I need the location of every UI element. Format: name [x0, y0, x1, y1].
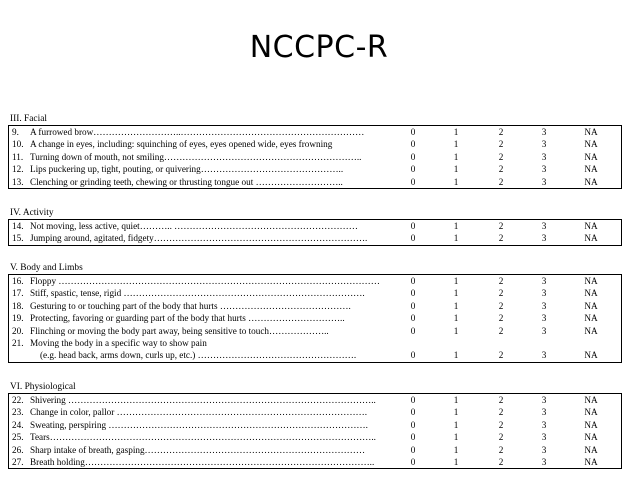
score-0: 0	[410, 176, 416, 187]
item-number: 14.	[12, 221, 24, 231]
score-0: 0	[410, 276, 416, 286]
score-na: NA	[584, 407, 598, 418]
score-1: 1	[453, 233, 459, 244]
item-number: 18.	[12, 300, 24, 311]
score-na: NA	[584, 419, 598, 430]
item-row	[9, 419, 621, 431]
item-number: 24.	[12, 419, 24, 430]
item-text: Turning down of mouth, not smiling………………………………………………………..	[30, 151, 362, 162]
score-na: NA	[584, 176, 598, 187]
item-row	[9, 151, 621, 163]
score-1: 1	[453, 164, 459, 175]
score-1: 1	[453, 313, 459, 324]
score-0: 0	[410, 313, 416, 324]
item-number: 12.	[12, 164, 24, 175]
score-1: 1	[453, 151, 459, 162]
score-3: 3	[541, 419, 547, 430]
item-text: A change in eyes, including: squinching of eyes, eyes opened wide, eyes frowning	[30, 139, 333, 150]
score-3: 3	[541, 164, 547, 175]
item-number: 27.	[12, 456, 24, 467]
item-row	[9, 337, 621, 362]
score-3: 3	[541, 350, 547, 361]
item-row	[9, 232, 621, 244]
item-row	[9, 275, 621, 287]
score-na: NA	[584, 164, 598, 175]
item-number: 15.	[12, 233, 24, 244]
item-number: 21.	[12, 337, 24, 348]
score-0: 0	[410, 456, 416, 467]
score-1: 1	[453, 419, 459, 430]
item-text: Shivering ………………………………………………………………………………………..	[30, 395, 376, 405]
score-na: NA	[584, 233, 598, 244]
section-physiological	[8, 381, 622, 469]
score-3: 3	[541, 233, 547, 244]
score-2: 2	[498, 419, 504, 430]
item-number: 9.	[12, 127, 19, 137]
score-na: NA	[584, 127, 598, 137]
score-na: NA	[584, 221, 598, 231]
score-3: 3	[541, 407, 547, 418]
score-3: 3	[541, 300, 547, 311]
item-number: 17.	[12, 288, 24, 299]
score-3: 3	[541, 313, 547, 324]
score-1: 1	[453, 444, 459, 455]
score-na: NA	[584, 300, 598, 311]
score-na: NA	[584, 444, 598, 455]
score-na: NA	[584, 288, 598, 299]
score-2: 2	[498, 444, 504, 455]
item-number: 23.	[12, 407, 24, 418]
item-text: Protecting, favoring or guarding part of the body that hurts …………………………..	[30, 313, 345, 324]
score-2: 2	[498, 432, 504, 443]
score-0: 0	[410, 233, 416, 244]
score-0: 0	[410, 432, 416, 443]
item-row	[9, 325, 621, 337]
section-heading: IV. Activity	[10, 208, 54, 218]
score-3: 3	[541, 127, 547, 137]
item-number: 11.	[12, 151, 24, 162]
score-2: 2	[498, 288, 504, 299]
score-1: 1	[453, 300, 459, 311]
item-number: 25.	[12, 432, 24, 443]
item-number: 13.	[12, 176, 24, 187]
score-0: 0	[410, 164, 416, 175]
score-0: 0	[410, 127, 416, 137]
item-text: Breath holding…………………………………………………………………………………..	[30, 456, 375, 467]
item-row	[9, 287, 621, 299]
score-2: 2	[498, 325, 504, 336]
score-2: 2	[498, 395, 504, 405]
score-1: 1	[453, 432, 459, 443]
score-2: 2	[498, 350, 504, 361]
item-text: Sharp intake of breath, gasping………………………………………………………………	[30, 444, 366, 455]
score-na: NA	[584, 276, 598, 286]
score-3: 3	[541, 444, 547, 455]
item-number: 20.	[12, 325, 24, 336]
item-number: 16.	[12, 276, 24, 286]
item-text: Gesturing to or touching part of the body that hurts …………………………………….	[30, 300, 351, 311]
score-2: 2	[498, 407, 504, 418]
score-0: 0	[410, 221, 416, 231]
item-row	[9, 138, 621, 150]
item-text: Floppy ……………………………………………………………………………………………	[30, 276, 380, 286]
item-row	[9, 431, 621, 443]
score-2: 2	[498, 456, 504, 467]
item-row	[9, 176, 621, 188]
score-na: NA	[584, 325, 598, 336]
score-1: 1	[453, 350, 459, 361]
item-number: 10.	[12, 139, 24, 150]
score-3: 3	[541, 456, 547, 467]
score-2: 2	[498, 313, 504, 324]
score-2: 2	[498, 164, 504, 175]
item-number: 22.	[12, 395, 24, 405]
score-na: NA	[584, 139, 598, 150]
item-text: Moving the body in a specific way to show pain	[30, 337, 207, 348]
score-1: 1	[453, 139, 459, 150]
score-2: 2	[498, 139, 504, 150]
item-text: Sweating, perspiring ………………………………………………………………………….	[30, 419, 368, 430]
score-3: 3	[541, 325, 547, 336]
section-facial	[8, 113, 622, 189]
page-title: NCCPC-R	[249, 30, 389, 65]
section-table	[8, 274, 622, 363]
item-row	[9, 163, 621, 175]
score-1: 1	[453, 456, 459, 467]
score-1: 1	[453, 176, 459, 187]
score-0: 0	[410, 151, 416, 162]
item-number: 19.	[12, 313, 24, 324]
section-heading: V. Body and Limbs	[10, 263, 83, 273]
score-3: 3	[541, 221, 547, 231]
item-text: A furrowed brow………………………..……………………………………………………	[30, 127, 365, 137]
score-2: 2	[498, 176, 504, 187]
score-2: 2	[498, 151, 504, 162]
score-na: NA	[584, 350, 598, 361]
item-text: Stiff, spastic, tense, rigid …………………………………………………………………….	[30, 288, 365, 299]
section-table	[8, 219, 622, 246]
score-0: 0	[410, 139, 416, 150]
score-3: 3	[541, 432, 547, 443]
item-row	[9, 406, 621, 418]
score-1: 1	[453, 395, 459, 405]
item-text: Flinching or moving the body part away, being sensitive to touch………………..	[30, 325, 329, 336]
item-text: Clenching or grinding teeth, chewing or thrusting tongue out ………………………..	[30, 176, 343, 187]
item-row	[9, 456, 621, 468]
item-row	[9, 394, 621, 406]
score-2: 2	[498, 276, 504, 286]
item-row	[9, 444, 621, 456]
score-0: 0	[410, 444, 416, 455]
score-na: NA	[584, 313, 598, 324]
section-activity	[8, 207, 622, 246]
score-na: NA	[584, 151, 598, 162]
score-1: 1	[453, 325, 459, 336]
item-text: Lips puckering up, tight, pouting, or quivering………………………………………..	[30, 164, 344, 175]
item-text: Tears……………………………………………………………………………………………..	[30, 432, 376, 443]
score-1: 1	[453, 276, 459, 286]
score-0: 0	[410, 407, 416, 418]
score-0: 0	[410, 395, 416, 405]
score-2: 2	[498, 300, 504, 311]
score-na: NA	[584, 456, 598, 467]
section-heading: III. Facial	[10, 114, 47, 124]
score-na: NA	[584, 395, 598, 405]
score-1: 1	[453, 288, 459, 299]
score-0: 0	[410, 288, 416, 299]
section-table	[8, 125, 622, 189]
item-row	[9, 312, 621, 324]
score-3: 3	[541, 139, 547, 150]
score-1: 1	[453, 127, 459, 137]
score-3: 3	[541, 176, 547, 187]
score-2: 2	[498, 127, 504, 137]
item-row	[9, 300, 621, 312]
score-0: 0	[410, 300, 416, 311]
score-3: 3	[541, 151, 547, 162]
section-heading: VI. Physiological	[10, 382, 76, 392]
item-text: Not moving, less active, quiet……….. ……………………………………………………	[30, 221, 358, 231]
score-0: 0	[410, 350, 416, 361]
section-table	[8, 393, 622, 469]
section-body-and-limbs	[8, 262, 622, 363]
score-2: 2	[498, 221, 504, 231]
score-0: 0	[410, 325, 416, 336]
score-3: 3	[541, 276, 547, 286]
score-3: 3	[541, 288, 547, 299]
item-number: 26.	[12, 444, 24, 455]
item-row	[9, 220, 621, 232]
item-text: Jumping around, agitated, fidgety…………………………………………………………….	[30, 233, 368, 244]
score-2: 2	[498, 233, 504, 244]
item-row	[9, 126, 621, 138]
score-1: 1	[453, 221, 459, 231]
score-3: 3	[541, 395, 547, 405]
score-na: NA	[584, 432, 598, 443]
item-text-continued: (e.g. head back, arms down, curls up, etc.) …………………………………………….	[40, 350, 357, 361]
score-1: 1	[453, 407, 459, 418]
item-text: Change in color, pallor ……………………………………………………………………….	[30, 407, 367, 418]
score-0: 0	[410, 419, 416, 430]
